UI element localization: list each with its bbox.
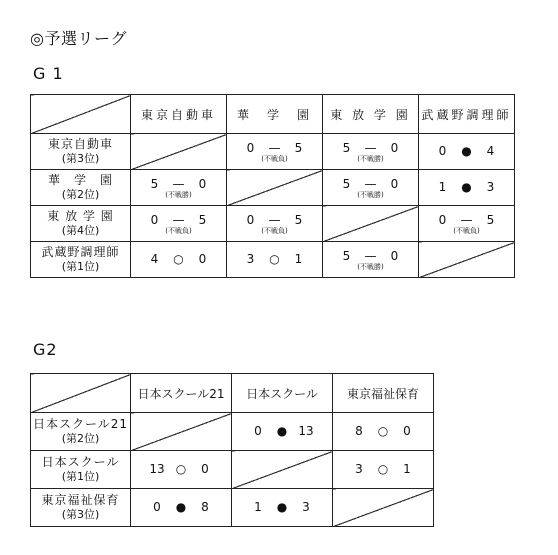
table-row (31, 170, 515, 206)
self-match-cell (333, 489, 434, 527)
score-left: 0 (150, 212, 159, 227)
score-right: 0 (403, 424, 411, 438)
match-result-cell (323, 134, 419, 170)
match-result-cell (333, 413, 434, 451)
table-row (31, 206, 515, 242)
score-right: 13 (298, 424, 314, 438)
default-dash-icon: — (364, 176, 377, 191)
match-result-cell (131, 451, 232, 489)
default-dash-icon: — (268, 140, 281, 155)
forfeit-note: (不戦負) (165, 226, 192, 235)
match-result-cell (227, 206, 323, 242)
column-header-team: 華 学 園 (227, 95, 323, 134)
table-row (31, 489, 434, 527)
score-left: 0 (153, 500, 161, 514)
team-rank: (第4位) (61, 224, 100, 237)
self-match-cell (227, 170, 323, 206)
forfeit-note: (不戦負) (261, 154, 288, 163)
table-row (31, 134, 515, 170)
self-match-cell (232, 451, 333, 489)
corner-cell (31, 374, 131, 413)
win-mark-icon: ○ (377, 424, 389, 438)
group-title-g1: G 1 (33, 64, 64, 83)
score-right: 0 (390, 176, 399, 191)
score-right: 3 (302, 500, 310, 514)
match-result-cell (419, 206, 515, 242)
match-score (323, 249, 418, 264)
score-left: 0 (438, 212, 447, 227)
loss-mark-icon: ● (461, 180, 472, 194)
column-header-team: 日本スクール (232, 374, 333, 413)
score-right: 1 (294, 252, 303, 266)
match-score (232, 500, 332, 515)
score-right: 4 (486, 144, 495, 158)
match-result-cell (419, 170, 515, 206)
match-result-cell (131, 206, 227, 242)
match-score (323, 177, 418, 192)
team-rank: (第1位) (61, 470, 100, 483)
score-left: 4 (150, 252, 159, 266)
match-score (227, 141, 322, 156)
score-right: 8 (201, 500, 209, 514)
self-match-cell (419, 242, 515, 278)
team-name: 東 放 学 園 (47, 209, 114, 223)
score-left: 5 (342, 248, 351, 263)
column-header-team: 東京福祉保育 (333, 374, 434, 413)
match-score (232, 424, 332, 439)
team-rank: (第3位) (61, 152, 100, 165)
row-header-team (31, 206, 131, 242)
league-table-g2 (30, 373, 434, 527)
team-name: 華 学 園 (47, 173, 113, 187)
team-name: 武蔵野調理師 (41, 245, 120, 259)
row-header-team (31, 242, 131, 278)
score-right: 0 (198, 252, 207, 266)
team-name: 東京福祉保育 (41, 493, 120, 507)
match-result-cell (232, 489, 333, 527)
match-score (131, 462, 231, 477)
score-left: 1 (254, 500, 262, 514)
forfeit-note: (不戦勝) (357, 190, 384, 199)
match-result-cell (333, 451, 434, 489)
default-dash-icon: — (364, 140, 377, 155)
score-right: 0 (201, 462, 209, 476)
default-dash-icon: — (268, 212, 281, 227)
self-match-cell (323, 206, 419, 242)
score-left: 5 (342, 140, 351, 155)
match-score (131, 177, 226, 192)
score-left: 0 (438, 144, 447, 158)
score-left: 0 (246, 212, 255, 227)
row-header-team (31, 489, 131, 527)
match-score (227, 213, 322, 228)
match-score (333, 462, 433, 477)
team-rank: (第2位) (61, 432, 100, 445)
score-right: 0 (198, 176, 207, 191)
default-dash-icon: — (172, 176, 185, 191)
column-header-team: 東京自動車 (131, 95, 227, 134)
score-right: 1 (403, 462, 411, 476)
match-result-cell (131, 242, 227, 278)
score-left: 8 (355, 424, 363, 438)
column-header-team: 武蔵野調理師 (419, 95, 515, 134)
loss-mark-icon: ● (276, 424, 288, 438)
column-header-team: 東 放 学 園 (323, 95, 419, 134)
row-header-team (31, 451, 131, 489)
corner-cell (31, 95, 131, 134)
table-row (31, 451, 434, 489)
win-mark-icon: ○ (377, 462, 389, 476)
win-mark-icon: ○ (173, 252, 184, 266)
match-score (419, 180, 514, 195)
score-left: 3 (246, 252, 255, 266)
team-name: 日本スクール21 (32, 417, 129, 431)
match-score (419, 213, 514, 228)
score-right: 3 (486, 180, 495, 194)
forfeit-note: (不戦勝) (357, 154, 384, 163)
row-header-team (31, 170, 131, 206)
match-score (419, 144, 514, 159)
score-left: 3 (355, 462, 363, 476)
match-result-cell (131, 489, 232, 527)
default-dash-icon: — (364, 248, 377, 263)
score-right: 5 (198, 212, 207, 227)
score-left: 0 (254, 424, 262, 438)
score-right: 0 (390, 140, 399, 155)
score-right: 5 (486, 212, 495, 227)
match-result-cell (323, 242, 419, 278)
match-score (323, 141, 418, 156)
match-result-cell (419, 134, 515, 170)
score-left: 13 (149, 462, 165, 476)
team-name: 日本スクール (41, 455, 120, 469)
match-result-cell (227, 134, 323, 170)
match-score (333, 424, 433, 439)
default-dash-icon: — (460, 212, 473, 227)
score-left: 1 (438, 180, 447, 194)
group-title-g2: G2 (33, 340, 58, 359)
self-match-cell (131, 134, 227, 170)
score-right: 0 (390, 248, 399, 263)
match-score (131, 500, 231, 515)
page-title: ◎予選リーグ (30, 29, 127, 48)
match-result-cell (227, 242, 323, 278)
score-left: 5 (342, 176, 351, 191)
row-header-team (31, 413, 131, 451)
match-score (227, 252, 322, 267)
match-result-cell (232, 413, 333, 451)
forfeit-note: (不戦負) (453, 226, 480, 235)
team-rank: (第2位) (61, 188, 100, 201)
table-row (31, 413, 434, 451)
column-header-team: 日本スクール21 (131, 374, 232, 413)
team-name: 東京自動車 (47, 137, 113, 151)
team-rank: (第1位) (61, 260, 100, 273)
score-right: 5 (294, 212, 303, 227)
loss-mark-icon: ● (461, 144, 472, 158)
loss-mark-icon: ● (175, 500, 187, 514)
loss-mark-icon: ● (276, 500, 288, 514)
win-mark-icon: ○ (269, 252, 280, 266)
header-row (31, 95, 515, 134)
match-result-cell (131, 170, 227, 206)
match-score (131, 213, 226, 228)
forfeit-note: (不戦勝) (165, 190, 192, 199)
header-row (31, 374, 434, 413)
win-mark-icon: ○ (175, 462, 187, 476)
score-left: 0 (246, 140, 255, 155)
table-row (31, 242, 515, 278)
match-score (131, 252, 226, 267)
score-left: 5 (150, 176, 159, 191)
team-rank: (第3位) (61, 508, 100, 521)
forfeit-note: (不戦勝) (357, 262, 384, 271)
row-header-team (31, 134, 131, 170)
score-right: 5 (294, 140, 303, 155)
league-table-g1 (30, 94, 515, 278)
forfeit-note: (不戦負) (261, 226, 288, 235)
default-dash-icon: — (172, 212, 185, 227)
match-result-cell (323, 170, 419, 206)
self-match-cell (131, 413, 232, 451)
